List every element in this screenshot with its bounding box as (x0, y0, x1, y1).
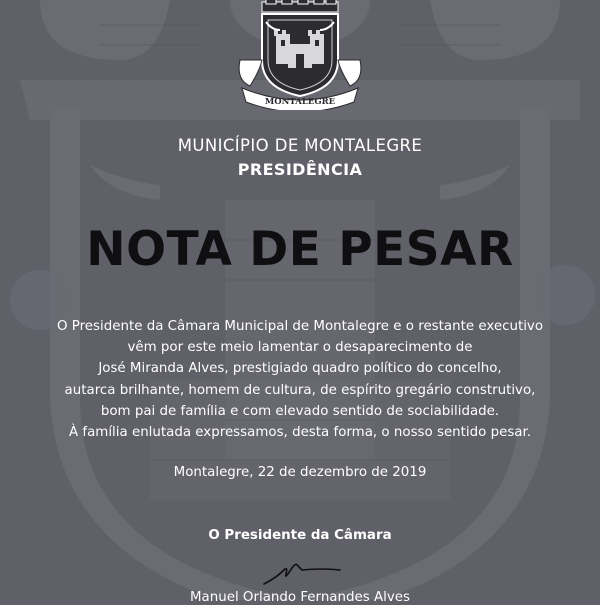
body-line: O Presidente da Câmara Municipal de Montalegre e o restante executivo (56, 319, 544, 334)
header-presidency: PRESIDÊNCIA (237, 160, 363, 179)
body-line: À família enlutada expressamos, desta forma, o nosso sentido pesar. (68, 425, 532, 441)
signer-name: Manuel Orlando Fernandes Alves (189, 590, 410, 605)
crest-scroll-text: MONTALEGRE (264, 97, 336, 107)
body-line: autarca brilhante, homem de cultura, de espírito gregário construtivo, (64, 382, 536, 398)
body-text (0, 316, 600, 443)
coat-of-arms-icon (236, 0, 364, 110)
body-line: vêm por este meio lamentar o desaparecimento de (127, 340, 473, 356)
document-title: NOTA DE PESAR (86, 222, 514, 277)
signature-icon (262, 558, 342, 588)
header-municipality: MUNICÍPIO DE MONTALEGRE (177, 136, 423, 155)
signoff: O Presidente da Câmara (208, 528, 392, 543)
body-line: bom pai de família e com elevado sentido de sociabilidade. (100, 403, 500, 419)
body-line: José Miranda Alves, prestigiado quadro político do concelho, (98, 361, 502, 377)
date-line: Montalegre, 22 de dezembro de 2019 (173, 465, 427, 480)
